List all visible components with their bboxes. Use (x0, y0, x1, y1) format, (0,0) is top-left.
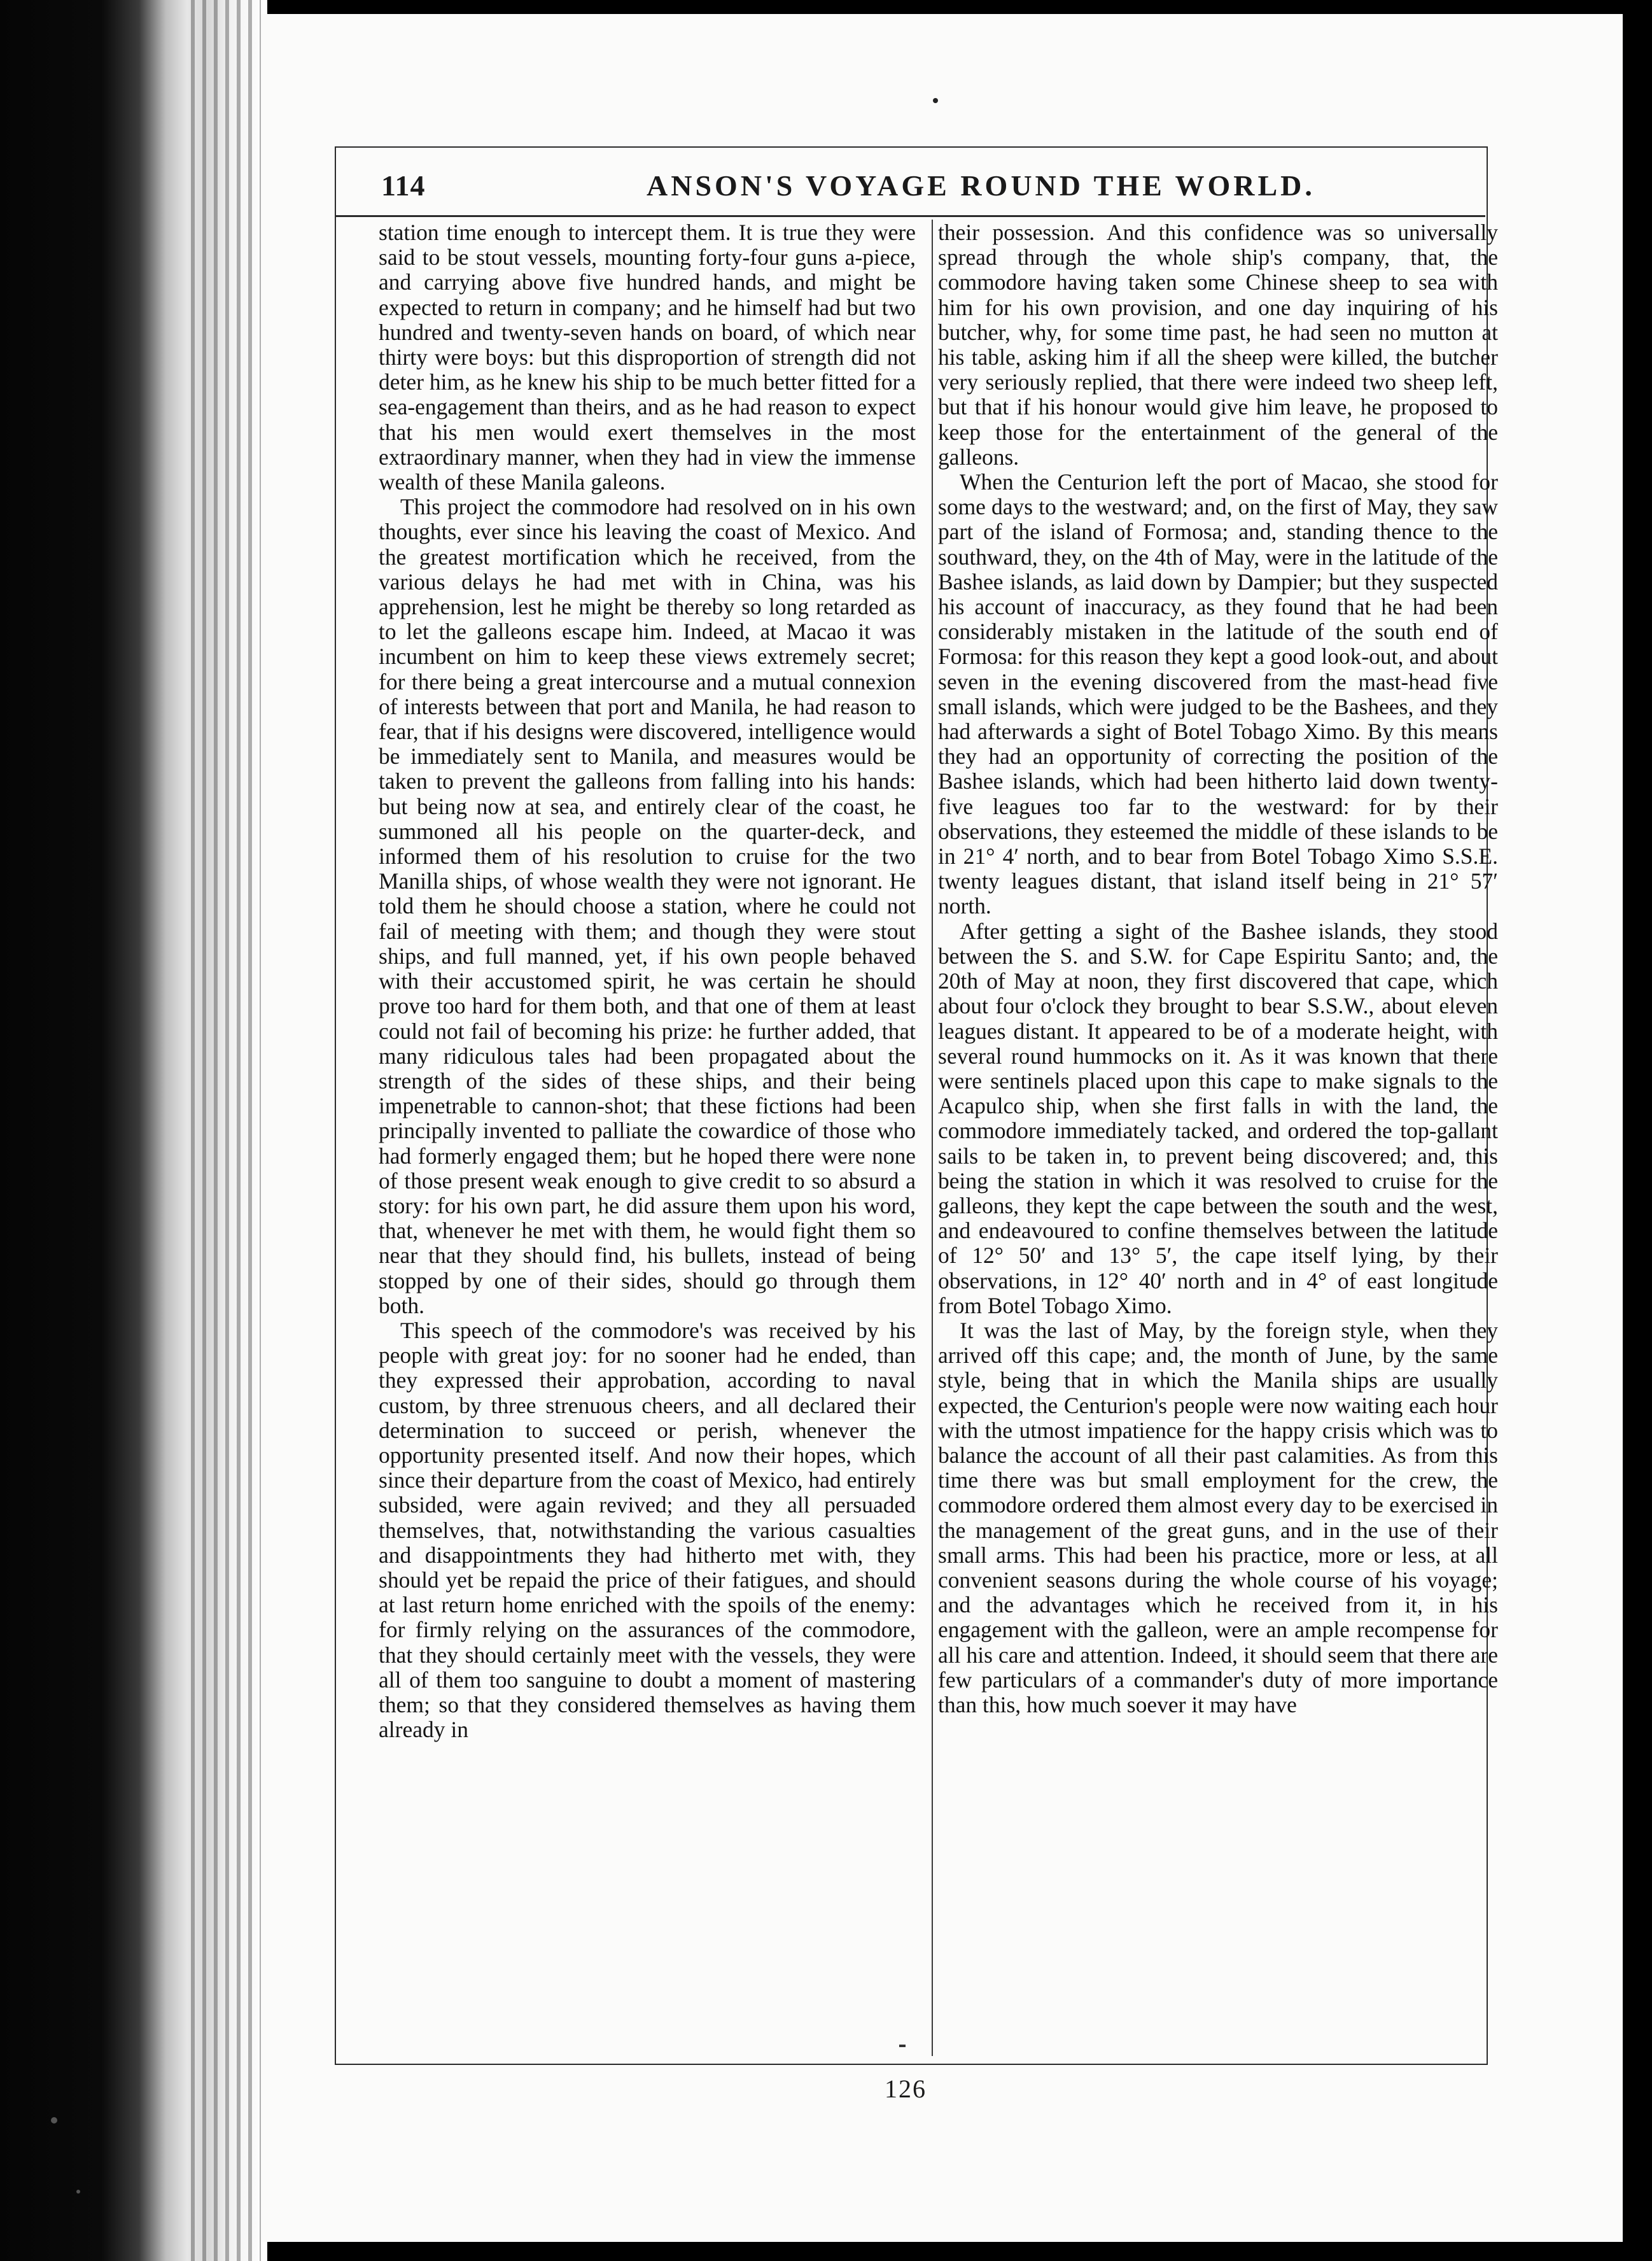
paragraph: This project the commodore had resolved on in his own thoughts, ever since his leaving the coast of Mexico. And the greatest mortification which he received, from the various delays he had met with in China, was his apprehension, lest he might be thereby so long retarded as to let the galleons escape him. Indeed, at Macao it was incumbent on him to keep these views extremely secret; for there being a great intercourse and a mutual connexion of interests between that port and Manila, he had reason to fear, that if his designs were discovered, intelligence would be immediately sent to Manila, and measures would be taken to prevent the galleons from falling into his hands: but being now at sea, and entirely clear of the coast, he summoned all his people on the quarter-deck, and informed them of his resolution to cruise for the two Manilla ships, of whose wealth they were not ignorant. He told them he should choose a station, where he could not fail of meeting with them; and though they were stout ships, and full manned, yet, if his own people behaved with their accustomed spirit, he was certain he should prove too hard for them both, and that one of them at least could not fail of becoming his prize: he further added, that many ridiculous tales had been propagated about the strength of the sides of these ships, and their being impenetrable to cannon-shot; that these fictions had been principally invented to palliate the cowardice of those who had formerly engaged them; but he hoped there were none of those present weak enough to give credit to so absurd a story: for his own part, he did assure them upon his word, that, whenever he met with them, he would fight them so near that they should find, his bullets, instead of being stopped by one of their sides, should go through them both. (379, 494, 916, 1318)
page-number: 114 (381, 169, 426, 202)
paragraph: This speech of the commodore's was received by his people with great joy: for no sooner had he ended, than they expressed their approbation, according to naval custom, by three strenuous cheers, and all declared their determination to succeed or perish, whenever the opportunity presented itself. And now their hopes, which since their departure from the coast of Mexico, had entirely subsided, were again revived; and they all persuaded themselves, that, notwithstanding the various casualties and disappointments they had hitherto met with, they should yet be repaid the price of their fatigues, and should at last return home enriched with the spoils of the enemy: for firmly relying on the assurances of the commodore, that they should certainly meet with the vessels, they were all of them too sanguine to doubt a moment of mastering them; so that they considered themselves as having them already in (379, 1317, 916, 1743)
paragraph: It was the last of May, by the foreign style, when they arrived off this cape; and, the month of June, by the same style, being that in which the Manila ships are usually expected, the Centurion's people were now waiting each hour with the utmost impatience for the happy crisis which was to balance the account of all their past calamities. As from this time there was but small employment for the crew, the commodore ordered them almost every day to be exercised in the management of the great guns, and in the use of their small arms. This had been his practice, more or less, at all convenient seasons during the whole course of his voyage; and the advantages which he received from it, in his engagement with the galleon, were an ample recompense for all his care and attention. Indeed, it should seem that there are few particulars of a commander's duty of more importance than this, how much soever it may have (938, 1317, 1498, 1717)
ink-speck (933, 98, 938, 103)
catchword-mark (899, 2045, 906, 2047)
paragraph: station time enough to intercept them. It is true they were said to be stout vessels, mounting forty-four guns a-piece, and carrying above five hundred hands, and might be expected to return in company; and he himself had but two hundred and twenty-seven hands on board, of which near thirty were boys: but this disproportion of strength did not deter him, as he knew his ship to be much better fitted for a sea-engagement than theirs, and as he had reason to expect that his men would exert themselves in the most extraordinary manner, when they had in view the immense wealth of these Manila galeons. (379, 220, 916, 495)
paragraph: After getting a sight of the Bashee islands, they stood between the S. and S.W. for Cape Espiritu Santo; and, the 20th of May at noon, they first discovered that cape, which about four o'clock they brought to bear S.S.W., about eleven leagues distant. It appeared to be of a moderate height, with several round hummocks on it. As it was known that there were sentinels placed upon this cape to make signals to the Acapulco ship, when she first falls in with the land, the commodore immediately tacked, and ordered the top-gallant sails to be taken in, to prevent being discovered; and, this being the station in which it was resolved to cruise for the galleons, they kept the cape between the south and the west, and endeavoured to confine themselves between the latitude of 12° 50′ and 13° 5′, the cape itself lying, by their observations, in 12° 40′ north and in 4° of east longitude from Botel Tobago Ximo. (938, 918, 1498, 1318)
paragraph: When the Centurion left the port of Macao, she stood for some days to the westward; and, on the first of May, they saw part of the island of Formosa; and, standing thence to the southward, they, on the 4th of May, were in the latitude of the Bashee islands, as laid down by Dampier; but they suspected his account of inaccuracy, as they found that he had been considerably mistaken in the latitude of the south end of Formosa: for this reason they kept a good look-out, and about seven in the evening discovered from the mast-head five small islands, which were judged to be the Bashees, and they had afterwards a sight of Botel Tobago Ximo. By this means they had an opportunity of correcting the position of the Bashee islands, which had been hitherto laid down twenty-five leagues too far to the westward: for by their observations, they esteemed the middle of these islands to be in 21° 4′ north, and to bear from Botel Tobago Ximo S.S.E. twenty leagues distant, that island itself being in 21° 57′ north. (938, 469, 1498, 919)
binding-page-edges (191, 0, 261, 2261)
right-column (938, 220, 1498, 1717)
running-title: ANSON'S VOYAGE ROUND THE WORLD. (647, 169, 1315, 202)
header-rule (335, 215, 1485, 217)
signature-number: 126 (885, 2074, 927, 2103)
page-header (335, 169, 1485, 220)
scan-speck (76, 2190, 80, 2194)
paragraph: their possession. And this confidence was so universally spread through the whole ship's company, that, the commodore having taken some Chinese sheep to sea with him for his own provision, and one day inquiring of his butcher, why, for some time past, he had seen no mutton at his table, asking him if all the sheep were killed, the butcher very seriously replied, that there were indeed two sheep left, but that if his honour would give him leave, he proposed to keep those for the entertainment of the general of the galleons. (938, 220, 1498, 470)
left-column (379, 220, 916, 1742)
scan-speck (51, 2117, 57, 2124)
column-divider (932, 220, 933, 2056)
